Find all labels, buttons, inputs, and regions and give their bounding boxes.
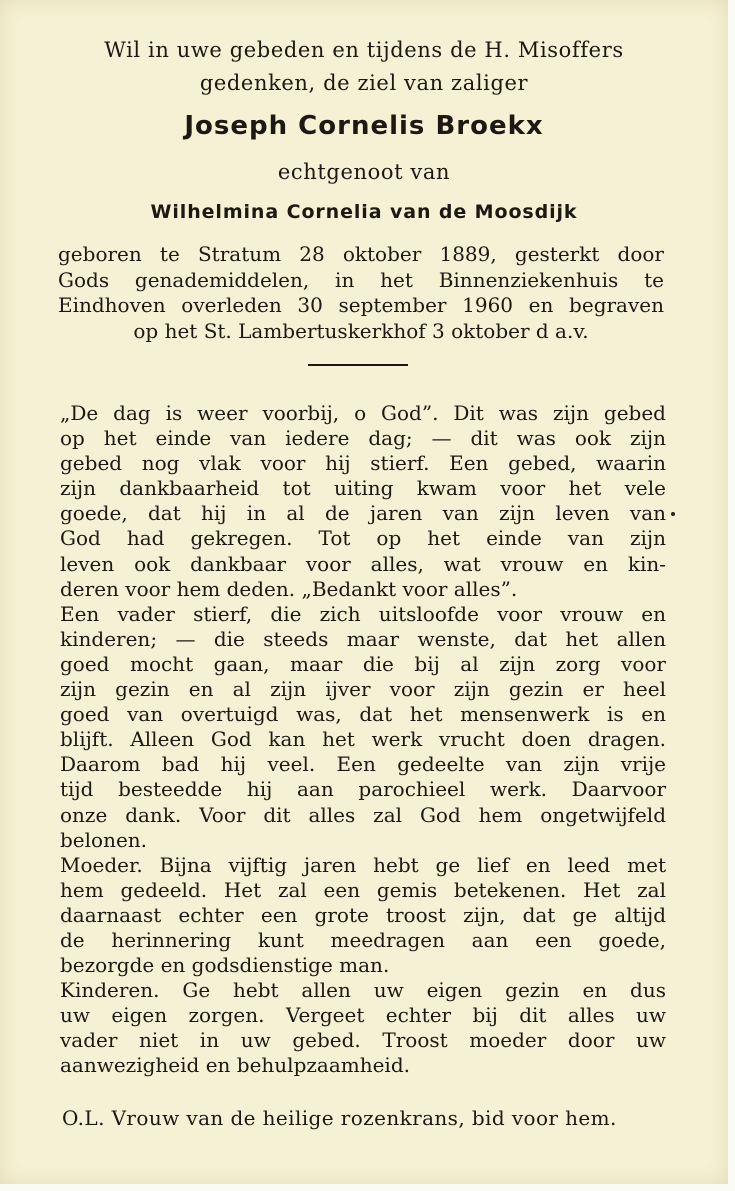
body-line: Moeder. Bijna vijftig jaren hebt ge lief en leed met bbox=[60, 852, 666, 877]
intro-line-2: gedenken, de ziel van zaliger bbox=[199, 71, 529, 95]
body-line: goed mocht gaan, maar die bij al zijn zorg voor bbox=[60, 651, 666, 676]
ink-speck bbox=[671, 512, 675, 516]
body-line: daarnaast echter een grote troost zijn, dat ge altijd bbox=[60, 902, 666, 927]
closing-prayer: O.L. Vrouw van de heilige rozenkrans, bid voor hem. bbox=[62, 1106, 617, 1130]
body-line: goede, dat hij in al de jaren van zijn leven van bbox=[60, 501, 666, 526]
body-line: blijft. Alleen God kan het werk vrucht doen dragen. bbox=[60, 727, 666, 752]
body-line: Daarom bad hij veel. Een gedeelte van zijn vrije bbox=[60, 752, 666, 777]
body-line: vader niet in uw gebed. Troost moeder door uw bbox=[60, 1028, 666, 1053]
body-line: belonen. bbox=[60, 827, 148, 852]
body-line: gebed nog vlak voor hij stierf. Een gebed, waarin bbox=[60, 451, 666, 476]
intro-line-1: Wil in uwe gebeden en tijdens de H. Misoffers bbox=[104, 38, 624, 62]
body-line: onze dank. Voor dit alles zal God hem ongetwijfeld bbox=[60, 802, 666, 827]
body-line: de herinnering kunt meedragen aan een goede, bbox=[60, 927, 666, 952]
divider-rule bbox=[308, 364, 408, 366]
eulogy-text bbox=[60, 401, 666, 1079]
body-line: God had gekregen. Tot op het einde van zijn bbox=[60, 526, 666, 551]
bio-line: op het St. Lambertuskerkhof 3 oktober d a.v. bbox=[133, 318, 589, 343]
body-line: goed van overtuigd was, dat het mensenwerk is en bbox=[60, 702, 666, 727]
body-line: hem gedeeld. Het zal een gemis betekenen. Het zal bbox=[60, 877, 666, 902]
scan-margin-right bbox=[728, 0, 735, 1191]
deceased-name: Joseph Cornelis Broekx bbox=[184, 111, 544, 141]
body-line: zijn dankbaarheid tot uiting kwam voor het vele bbox=[60, 476, 666, 501]
body-line: uw eigen zorgen. Vergeet echter bij dit alles uw bbox=[60, 1003, 666, 1028]
body-line: „De dag is weer voorbij, o God”. Dit was zijn gebed bbox=[60, 401, 666, 425]
bio-line: Gods genademiddelen, in het Binnenziekenhuis te bbox=[58, 267, 664, 292]
body-line: Een vader stierf, die zich uitsloofde voor vrouw en bbox=[60, 601, 666, 626]
biography bbox=[58, 242, 664, 344]
body-line: op het einde van iedere dag; — dit was ook zijn bbox=[60, 426, 666, 451]
body-line: kinderen; — die steeds maar wenste, dat het allen bbox=[60, 626, 666, 651]
body-line: tijd besteedde hij aan parochieel werk. Daarvoor bbox=[60, 777, 666, 802]
spouse-label: echtgenoot van bbox=[277, 160, 451, 184]
body-line: deren voor hem deden. „Bedankt voor alles”. bbox=[60, 576, 518, 601]
scan-margin-bottom bbox=[0, 1184, 735, 1191]
body-line: bezorgde en godsdienstige man. bbox=[60, 953, 390, 978]
bio-line: Eindhoven overleden 30 september 1960 en begraven bbox=[58, 293, 664, 317]
body-line: zijn gezin en al zijn ijver voor zijn gezin er heel bbox=[60, 677, 666, 702]
bio-line: geboren te Stratum 28 oktober 1889, gesterkt door bbox=[58, 242, 664, 266]
body-line: aanwezigheid en behulpzaamheid. bbox=[60, 1053, 410, 1078]
body-line: leven ook dankbaar voor alles, wat vrouw en kin- bbox=[60, 551, 666, 576]
spouse-name: Wilhelmina Cornelia van de Moosdijk bbox=[150, 201, 578, 223]
body-line: Kinderen. Ge hebt allen uw eigen gezin en dus bbox=[60, 978, 666, 1003]
